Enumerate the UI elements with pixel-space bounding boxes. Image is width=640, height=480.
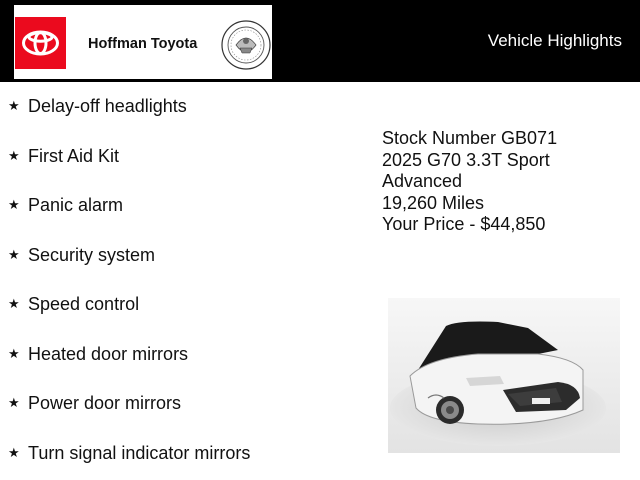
star-icon: ★ <box>8 395 20 410</box>
vehicle-info <box>382 128 557 236</box>
stock-number: Stock Number GB071 <box>382 128 558 148</box>
star-icon: ★ <box>8 148 20 163</box>
list-item <box>8 94 187 118</box>
feature-label: Turn signal indicator mirrors <box>28 443 251 463</box>
star-icon: ★ <box>8 445 20 460</box>
feature-label: Heated door mirrors <box>28 344 189 364</box>
star-icon: ★ <box>8 247 20 262</box>
star-icon: ★ <box>8 197 20 212</box>
dealer-seal-icon <box>220 15 272 75</box>
star-icon: ★ <box>8 346 20 361</box>
list-item <box>8 193 123 217</box>
price: Your Price - $44,850 <box>382 214 546 234</box>
feature-label: Security system <box>28 245 156 265</box>
list-item <box>8 144 119 168</box>
feature-label: Delay-off headlights <box>28 96 187 116</box>
page-title: Vehicle Highlights <box>487 31 622 50</box>
list-item <box>8 292 139 316</box>
dealer-logo <box>14 5 272 79</box>
star-icon: ★ <box>8 98 20 113</box>
model-trim: Advanced <box>382 171 463 191</box>
toyota-logo-icon <box>15 17 66 69</box>
list-item <box>8 243 155 267</box>
feature-label: Speed control <box>28 294 140 314</box>
list-item <box>8 342 188 366</box>
feature-label: Panic alarm <box>28 195 124 215</box>
star-icon: ★ <box>8 296 20 311</box>
vehicle-photo <box>388 298 620 453</box>
list-item <box>8 391 181 415</box>
mileage: 19,260 Miles <box>382 192 485 213</box>
feature-label: First Aid Kit <box>28 146 120 166</box>
header-bar <box>0 0 640 82</box>
dealer-name: Hoffman Toyota <box>88 36 198 52</box>
list-item <box>8 441 250 465</box>
model-name: 2025 G70 3.3T Sport <box>382 149 550 170</box>
feature-label: Power door mirrors <box>28 393 182 413</box>
